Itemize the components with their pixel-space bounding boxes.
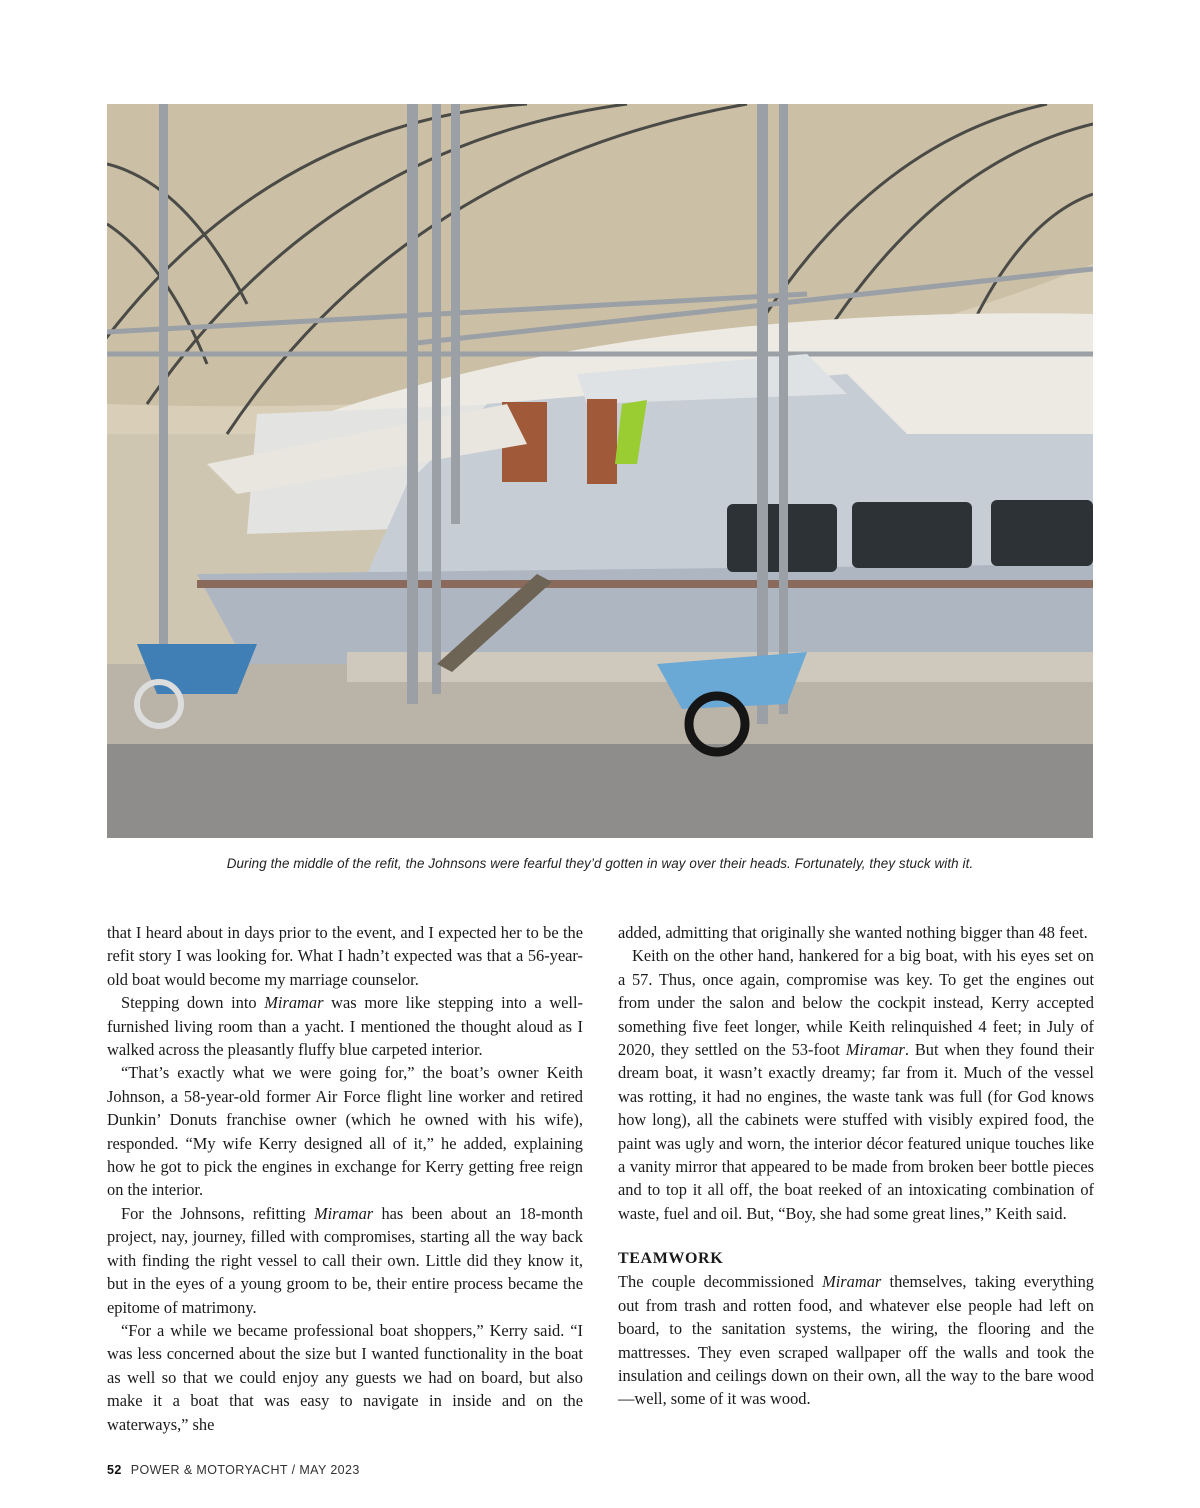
section-heading: TEAMWORK [618, 1250, 724, 1268]
paragraph: added, admitting that originally she wanted nothing bigger than 48 feet. [618, 923, 1088, 942]
vessel-name: Miramar [313, 1203, 374, 1223]
vessel-name: Miramar [845, 1040, 905, 1060]
article-column-left [107, 921, 583, 1436]
paragraph: For the Johnsons, refitting Miramar has been about an 18-month project, nay, journey, filled with compromises, starting all the way back with finding the right vessel to call their own. Little did they know it, but in the eyes of a young groom to be, their entire process became the epitome of matrimony. [107, 1203, 583, 1317]
article-column-right [618, 921, 1094, 1411]
page-number: 52 [107, 1463, 122, 1477]
photo-caption: During the middle of the refit, the Johnsons were fearful they’d gotten in way over their heads. Fortunately, they stuck with it. [226, 856, 974, 871]
vessel-name: Miramar [264, 993, 324, 1013]
paragraph: Stepping down into Miramar was more like stepping into a well-furnished living room than a yacht. I mentioned the thought aloud as I walked across the pleasantly fluffy blue carpeted interior. [107, 993, 583, 1060]
paragraph: The couple decommissioned Miramar themselves, taking everything out from trash and rotten food, and whatever else people had left on board, to the sanitation systems, the wiring, the flooring and the mattresses. They even scraped wallpaper off the walls and took the insulation and ceilings down on their own, all the way to the bare wood—well, some of it was wood. [618, 1272, 1094, 1409]
paragraph: Keith on the other hand, hankered for a big boat, with his eyes set on a 57. Thus, once again, compromise was key. To get the engines out from under the salon and below the cockpit instead, Kerry accepted something five feet longer, while Keith relinquished 4 feet; in July of 2020, they settled on the 53-foot Miramar. But when they found their dream boat, it wasn’t exactly dreamy; far from it. Much of the vessel was rotting, it had no engines, the waste tank was full (for God knows how long), all the cabinets were stuffed with visibly expired food, the paint was ugly and worn, the interior décor featured unique touches like a vanity mirror that appeared to be made from broken beer bottle pieces and to top it all off, the boat reeked of an intoxicating combination of waste, fuel and oil. But, “Boy, she had some great lines,” Keith said. [618, 946, 1095, 1223]
boat-refit-photo [107, 104, 1093, 838]
page-footer [107, 1463, 360, 1477]
paragraph: “That’s exactly what we were going for,” the boat’s owner Keith Johnson, a 58-year-old former Air Force flight line worker and retired Dunkin’ Donuts franchise owner (which he owned with his wife), responded. “My wife Kerry designed all of it,” he added, explaining how he got to pick the engines in exchange for Kerry getting free reign on the interior. [107, 1063, 583, 1200]
paragraph: that I heard about in days prior to the event, and I expected her to be the refit story I was looking for. What I hadn’t expected was that a 56-year-old boat would become my marriage counselor. [107, 923, 583, 989]
photo-illustration [107, 104, 1093, 838]
publication-name: POWER & MOTORYACHT / MAY 2023 [130, 1463, 360, 1477]
vessel-name: Miramar [822, 1272, 882, 1292]
paragraph: “For a while we became professional boat shoppers,” Kerry said. “I was less concerned about the size but I wanted functionality in the boat as well so that we could enjoy any guests we had on board, but also make it a boat that was easy to navigate in inside and on the waterways,” she [107, 1320, 583, 1434]
